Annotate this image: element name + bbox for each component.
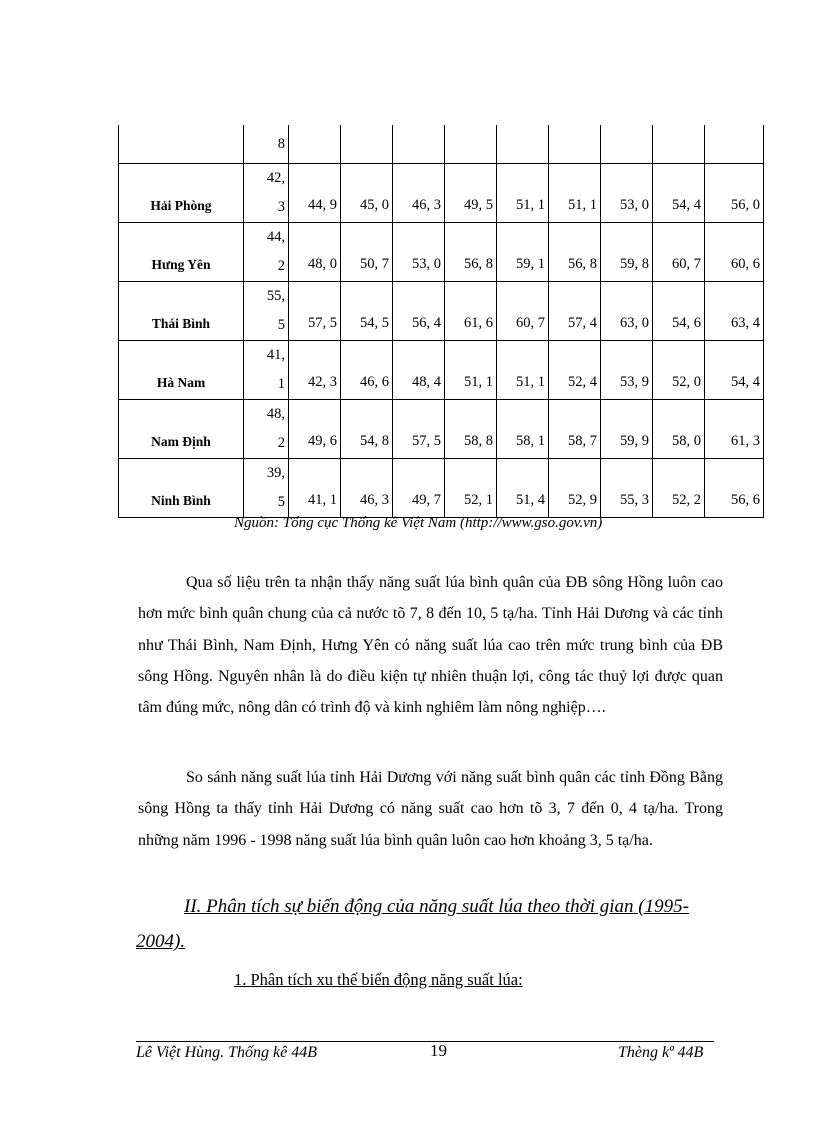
value-cell: 61, 3 [705, 400, 764, 459]
first-value-line-1: 41, [266, 347, 285, 363]
value-cell: 55, 3 [601, 459, 653, 518]
first-value-line-1: 42, [266, 170, 285, 186]
province-cell [119, 125, 244, 164]
value-cell: 51, 4 [497, 459, 549, 518]
value-cell: 54, 4 [705, 341, 764, 400]
first-value-cell [244, 282, 289, 341]
value-cell: 49, 5 [445, 164, 497, 223]
first-value-cell [244, 459, 289, 518]
value-cell: 61, 6 [445, 282, 497, 341]
subheading: 1. Phân tích xu thế biến động năng suất lúa: [234, 970, 523, 989]
value-cell: 57, 5 [393, 400, 445, 459]
value-cell: 50, 7 [341, 223, 393, 282]
table-source-note: Nguồn: Tổng cục Thống kê Việt Nam (http://www.gso.gov.vn) [234, 515, 603, 531]
province-cell: Nam Định [119, 400, 244, 459]
value-cell: 58, 8 [445, 400, 497, 459]
value-cell: 52, 9 [549, 459, 601, 518]
paragraph-analysis-1: Qua số liệu trên ta nhận thấy năng suất lúa bình quân của ĐB sông Hồng luôn cao hơn mức bình quân chung của cả nước tõ 7, 8 đến 10, 5 tạ/ha. Tỉnh Hải Dương và các tỉnh như Thái Bình, Nam Định, Hưng Yên có năng suất lúa cao trên mức trung bình của ĐB sông Hồng. Nguyên nhân là do điều kiện tự nhiên thuận lợi, công tác thuỷ lợi được quan tâm đúng mức, nông dân có trình độ và kinh nghiêm làm nông nghiệp…. [138, 574, 723, 717]
value-cell: 58, 1 [497, 400, 549, 459]
value-cell: 51, 1 [445, 341, 497, 400]
value-cell: 48, 0 [289, 223, 341, 282]
value-cell: 60, 7 [497, 282, 549, 341]
rice-yield-table [118, 125, 764, 518]
first-value-line-2: 3 [277, 199, 285, 215]
first-value-line-1: 55, [266, 288, 285, 304]
value-cell: 51, 1 [497, 341, 549, 400]
first-value-cell [244, 341, 289, 400]
value-cell: 56, 0 [705, 164, 764, 223]
value-cell: 48, 4 [393, 341, 445, 400]
table-row [119, 125, 764, 164]
value-cell: 53, 9 [601, 341, 653, 400]
value-cell: 53, 0 [393, 223, 445, 282]
section-heading: II. Phân tích sự biến động của năng suất lúa theo thời gian (1995-2004). [136, 896, 689, 952]
value-cell: 46, 6 [341, 341, 393, 400]
value-cell: 54, 6 [653, 282, 705, 341]
province-cell: Hưng Yên [119, 223, 244, 282]
value-cell: 52, 1 [445, 459, 497, 518]
value-cell: 52, 2 [653, 459, 705, 518]
first-value-line-2: 1 [277, 376, 285, 392]
first-value-line-1: 44, [266, 229, 285, 245]
first-value-line-2: 2 [277, 258, 285, 274]
first-value-cell [244, 400, 289, 459]
value-cell: 44, 9 [289, 164, 341, 223]
value-cell: 59, 8 [601, 223, 653, 282]
footer-class: Thèng kª 44B [618, 1044, 704, 1061]
table-row [119, 459, 764, 518]
province-cell: Thái Bình [119, 282, 244, 341]
value-cell: 58, 0 [653, 400, 705, 459]
footer-rule [136, 1041, 714, 1042]
first-value-line-2: 5 [277, 494, 285, 510]
value-cell: 54, 5 [341, 282, 393, 341]
value-cell: 56, 8 [445, 223, 497, 282]
value-cell: 46, 3 [393, 164, 445, 223]
footer-author: Lê Việt Hùng. Thống kê 44B [136, 1044, 318, 1061]
value-cell: 49, 6 [289, 400, 341, 459]
paragraph-analysis-2: So sánh năng suất lúa tỉnh Hải Dương với năng suất bình quân các tỉnh Đồng Bằng sông Hồng ta thấy tỉnh Hải Dương có năng suất cao hơn tõ 3, 7 đến 0, 4 tạ/ha. Trong những năm 1996 - 1998 năng suất lúa bình quân luôn cao hơn khoảng 3, 5 tạ/ha. [138, 769, 723, 849]
value-cell: 51, 1 [497, 164, 549, 223]
value-cell: 58, 7 [549, 400, 601, 459]
value-cell: 41, 1 [289, 459, 341, 518]
table-row [119, 164, 764, 223]
first-value-cell [244, 164, 289, 223]
value-cell: 46, 3 [341, 459, 393, 518]
value-cell: 52, 0 [653, 341, 705, 400]
table-row [119, 341, 764, 400]
province-cell: Hải Phòng [119, 164, 244, 223]
value-cell: 63, 0 [601, 282, 653, 341]
first-value-line-2: 5 [277, 317, 285, 333]
first-value-cell [244, 223, 289, 282]
page-number: 19 [430, 1041, 447, 1060]
table-body [119, 125, 764, 518]
first-value-line-1: 48, [266, 406, 285, 422]
value-cell: 56, 8 [549, 223, 601, 282]
value-cell: 45, 0 [341, 164, 393, 223]
value-cell: 54, 4 [653, 164, 705, 223]
value-cell: 42, 3 [289, 341, 341, 400]
value-cell: 60, 6 [705, 223, 764, 282]
value-cell: 51, 1 [549, 164, 601, 223]
table-row [119, 400, 764, 459]
province-cell: Ninh Bình [119, 459, 244, 518]
value-cell: 53, 0 [601, 164, 653, 223]
table-row [119, 282, 764, 341]
value-cell: 57, 5 [289, 282, 341, 341]
value-cell: 52, 4 [549, 341, 601, 400]
value-cell: 49, 7 [393, 459, 445, 518]
value-cell: 60, 7 [653, 223, 705, 282]
value-cell: 59, 9 [601, 400, 653, 459]
table-row [119, 223, 764, 282]
value-cell: 56, 4 [393, 282, 445, 341]
value-cell: 57, 4 [549, 282, 601, 341]
value-cell: 63, 4 [705, 282, 764, 341]
value-cell: 54, 8 [341, 400, 393, 459]
first-value-line-2: 2 [277, 435, 285, 451]
value-cell: 56, 6 [705, 459, 764, 518]
first-value-line-1: 39, [266, 465, 285, 481]
province-cell: Hà Nam [119, 341, 244, 400]
first-value-cell: 8 [244, 125, 289, 164]
value-cell: 59, 1 [497, 223, 549, 282]
